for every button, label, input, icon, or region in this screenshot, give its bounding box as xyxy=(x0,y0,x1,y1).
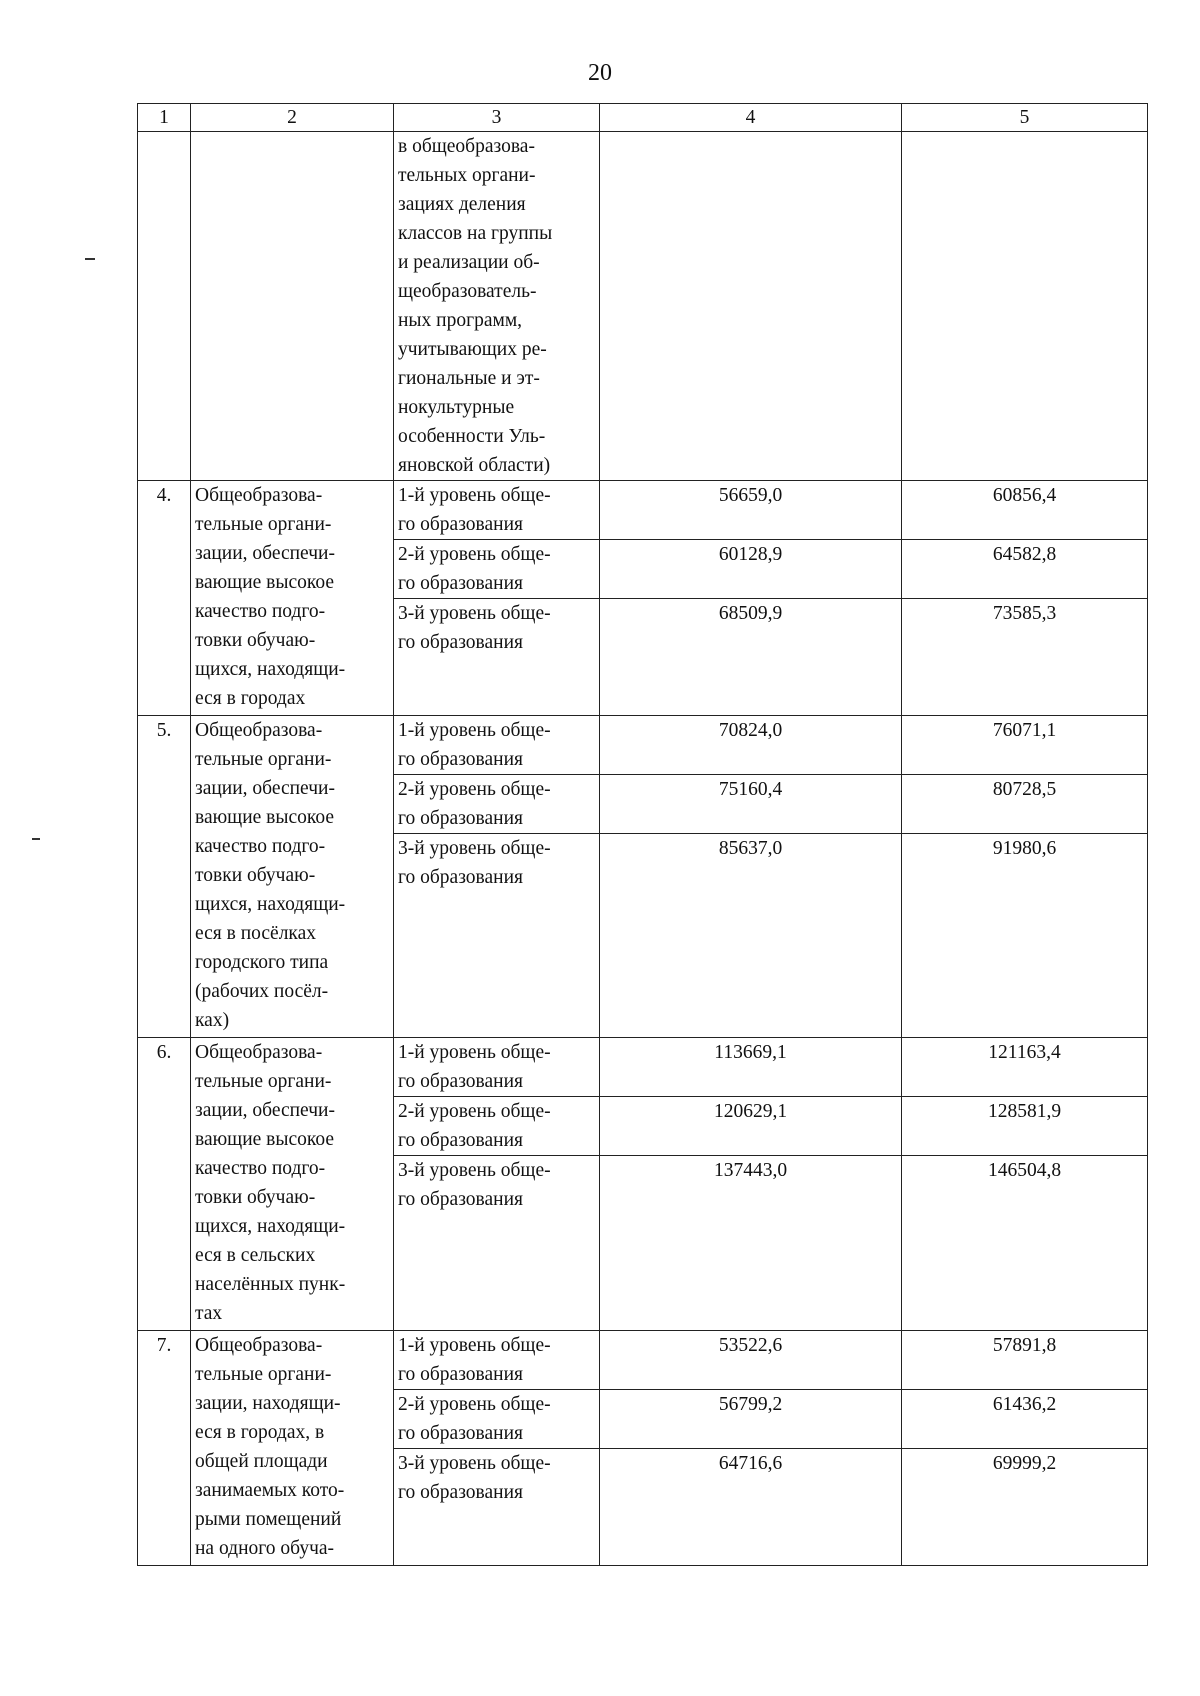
value-col5 xyxy=(902,599,1148,716)
text-line: 1-й уровень обще- xyxy=(398,1335,551,1356)
scan-mark xyxy=(32,838,40,840)
value-col4 xyxy=(600,716,902,775)
text-line: еся в городах, в xyxy=(195,1422,325,1443)
text-line: 1-й уровень обще- xyxy=(398,1042,551,1063)
value-text: 80728,5 xyxy=(992,779,1057,800)
row-number: 6. xyxy=(138,1038,191,1331)
text-line: зации, обеспечи- xyxy=(195,543,335,564)
text-line: нокультурные xyxy=(398,397,515,418)
value-col4 xyxy=(600,599,902,716)
organization-type xyxy=(191,481,394,716)
text-line: особенности Уль- xyxy=(398,426,546,447)
value-col5 xyxy=(902,1390,1148,1449)
text-line: 3-й уровень обще- xyxy=(398,1453,551,1474)
value-col5 xyxy=(902,481,1148,540)
value-col4 xyxy=(600,1156,902,1331)
text-line: 2-й уровень обще- xyxy=(398,779,551,800)
value-text: 64582,8 xyxy=(992,544,1057,565)
value-text: 64716,6 xyxy=(718,1453,783,1474)
value-col4 xyxy=(600,1097,902,1156)
text-line: го образования xyxy=(398,808,523,829)
text-line: го образования xyxy=(398,632,523,653)
cell-num xyxy=(138,132,191,481)
value-text: 128581,9 xyxy=(987,1101,1062,1122)
text-line: ных программ, xyxy=(398,310,523,331)
value-text: 60856,4 xyxy=(992,485,1057,506)
value-col5 xyxy=(902,1156,1148,1331)
value-col5 xyxy=(902,1038,1148,1097)
value-col4 xyxy=(600,1331,902,1390)
text-line: го образования xyxy=(398,514,523,535)
text-line: тельные органи- xyxy=(195,1364,332,1385)
text-line: 3-й уровень обще- xyxy=(398,603,551,624)
text-line: тах xyxy=(195,1303,223,1324)
education-level xyxy=(394,1097,600,1156)
value-text: 68509,9 xyxy=(718,603,783,624)
value-col4 xyxy=(600,1390,902,1449)
text-line: щихся, находящи- xyxy=(195,894,346,915)
value-text: 75160,4 xyxy=(718,779,783,800)
text-line: еся в сельских xyxy=(195,1245,316,1266)
text-line: 2-й уровень обще- xyxy=(398,1101,551,1122)
row-number: 4. xyxy=(138,481,191,716)
education-level xyxy=(394,599,600,716)
value-col5 xyxy=(902,1097,1148,1156)
text-line: щихся, находящи- xyxy=(195,1216,346,1237)
text-line: го образования xyxy=(398,867,523,888)
cell-name xyxy=(191,132,394,481)
text-line: тельных органи- xyxy=(398,165,536,186)
text-line: гиональные и эт- xyxy=(398,368,540,389)
education-level xyxy=(394,481,600,540)
text-line: вающие высокое xyxy=(195,807,334,828)
column-header: 1 xyxy=(138,104,191,132)
text-line: тельные органи- xyxy=(195,749,332,770)
row-number: 5. xyxy=(138,716,191,1038)
text-line: зации, обеспечи- xyxy=(195,1100,335,1121)
value-text: 76071,1 xyxy=(992,720,1057,741)
value-text: 60128,9 xyxy=(718,544,783,565)
text-line: 1-й уровень обще- xyxy=(398,720,551,741)
value-text: 57891,8 xyxy=(992,1335,1057,1356)
text-line: тельные органи- xyxy=(195,1071,332,1092)
value-col5 xyxy=(902,1331,1148,1390)
text-line: Общеобразова- xyxy=(195,1042,323,1063)
value-col5 xyxy=(902,834,1148,1038)
value-text: 91980,6 xyxy=(992,838,1057,859)
value-col4 xyxy=(600,834,902,1038)
text-line: (рабочих посёл- xyxy=(195,981,329,1002)
organization-type xyxy=(191,716,394,1038)
text-line: вающие высокое xyxy=(195,1129,334,1150)
table-row xyxy=(138,1038,1148,1097)
value-text: 137443,0 xyxy=(713,1160,788,1181)
text-line: Общеобразова- xyxy=(195,1335,323,1356)
text-line: еся в посёлках xyxy=(195,923,317,944)
text-line: товки обучаю- xyxy=(195,1187,316,1208)
education-level xyxy=(394,775,600,834)
text-line: ках) xyxy=(195,1010,230,1031)
value-text: 56659,0 xyxy=(718,485,783,506)
page-number: 20 xyxy=(588,60,612,86)
text-line: Общеобразова- xyxy=(195,485,323,506)
value-text: 69999,2 xyxy=(992,1453,1057,1474)
text-line: товки обучаю- xyxy=(195,865,316,886)
table-row xyxy=(138,716,1148,775)
text-line: и реализации об- xyxy=(398,252,540,273)
column-header: 2 xyxy=(191,104,394,132)
text-line: 3-й уровень обще- xyxy=(398,1160,551,1181)
text-line: качество подго- xyxy=(195,1158,326,1179)
text-line: 2-й уровень обще- xyxy=(398,544,551,565)
education-level xyxy=(394,1390,600,1449)
column-header: 4 xyxy=(600,104,902,132)
text-line: го образования xyxy=(398,1423,523,1444)
text-line: Общеобразова- xyxy=(195,720,323,741)
text-line: населённых пунк- xyxy=(195,1274,346,1295)
text-line: го образования xyxy=(398,1189,523,1210)
table-header-row xyxy=(138,104,1148,132)
value-col4 xyxy=(600,481,902,540)
value-col5 xyxy=(902,775,1148,834)
cell-col5 xyxy=(902,132,1148,481)
text-line: товки обучаю- xyxy=(195,630,316,651)
text-line: вающие высокое xyxy=(195,572,334,593)
text-line: рыми помещений xyxy=(195,1509,342,1530)
education-level xyxy=(394,1038,600,1097)
text-line: щихся, находящи- xyxy=(195,659,346,680)
row-number: 7. xyxy=(138,1331,191,1566)
text-line: городского типа xyxy=(195,952,329,973)
value-col4 xyxy=(600,540,902,599)
cell-col4 xyxy=(600,132,902,481)
value-col5 xyxy=(902,1449,1148,1566)
value-text: 120629,1 xyxy=(713,1101,788,1122)
text-line: еся в городах xyxy=(195,688,306,709)
value-text: 73585,3 xyxy=(992,603,1057,624)
text-line: 1-й уровень обще- xyxy=(398,485,551,506)
education-level xyxy=(394,1449,600,1566)
value-col4 xyxy=(600,1038,902,1097)
organization-type xyxy=(191,1038,394,1331)
data-table xyxy=(137,103,1148,1566)
value-text: 61436,2 xyxy=(992,1394,1057,1415)
continuation-text xyxy=(394,132,600,481)
text-line: го образования xyxy=(398,1071,523,1092)
text-line: 2-й уровень обще- xyxy=(398,1394,551,1415)
value-col4 xyxy=(600,775,902,834)
text-line: занимаемых кото- xyxy=(195,1480,345,1501)
text-line: зации, обеспечи- xyxy=(195,778,335,799)
table-row xyxy=(138,1331,1148,1390)
text-line: го образования xyxy=(398,573,523,594)
value-text: 53522,6 xyxy=(718,1335,783,1356)
text-line: го образования xyxy=(398,1364,523,1385)
text-line: щеобразователь- xyxy=(398,281,537,302)
text-line: яновской области) xyxy=(398,455,551,476)
text-line: классов на группы xyxy=(398,223,553,244)
text-line: го образования xyxy=(398,1482,523,1503)
text-line: тельные органи- xyxy=(195,514,332,535)
value-text: 85637,0 xyxy=(718,838,783,859)
value-text: 146504,8 xyxy=(987,1160,1062,1181)
text-line: го образования xyxy=(398,749,523,770)
table-row xyxy=(138,481,1148,540)
text-line: качество подго- xyxy=(195,601,326,622)
text-line: 3-й уровень обще- xyxy=(398,838,551,859)
text-line: го образования xyxy=(398,1130,523,1151)
value-text: 121163,4 xyxy=(988,1042,1061,1063)
value-col4 xyxy=(600,1449,902,1566)
text-line: зации, находящи- xyxy=(195,1393,341,1414)
text-line: на одного обуча- xyxy=(195,1538,335,1559)
table-row-continuation xyxy=(138,132,1148,481)
text-line: общей площади xyxy=(195,1451,328,1472)
education-level xyxy=(394,540,600,599)
text-line: зациях деления xyxy=(398,194,526,215)
education-level xyxy=(394,1156,600,1331)
education-level xyxy=(394,834,600,1038)
text-line: в общеобразова- xyxy=(398,136,535,157)
value-col5 xyxy=(902,540,1148,599)
value-text: 70824,0 xyxy=(718,720,783,741)
value-text: 113669,1 xyxy=(714,1042,787,1063)
value-text: 56799,2 xyxy=(718,1394,783,1415)
text-line: учитывающих ре- xyxy=(398,339,547,360)
education-level xyxy=(394,1331,600,1390)
education-level xyxy=(394,716,600,775)
column-header: 5 xyxy=(902,104,1148,132)
scan-mark xyxy=(85,258,95,260)
organization-type xyxy=(191,1331,394,1566)
text-line: качество подго- xyxy=(195,836,326,857)
value-col5 xyxy=(902,716,1148,775)
column-header: 3 xyxy=(394,104,600,132)
